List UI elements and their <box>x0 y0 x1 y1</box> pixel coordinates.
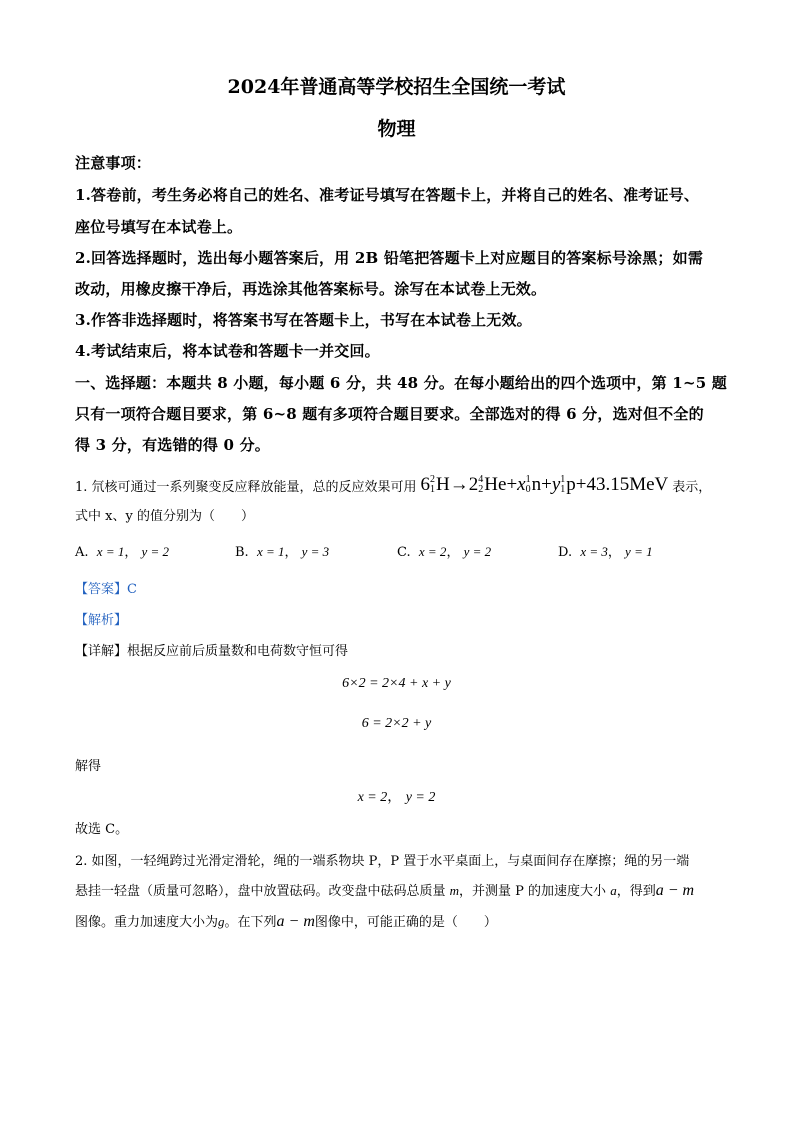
eq-he-coef: 2 <box>468 474 479 495</box>
eq-arrow: → <box>449 474 469 495</box>
eq-energy: +43.15MeV <box>575 474 669 495</box>
notice-item2-line1: 2.回答选择题时，选出每小题答案后，用 2B 铅笔把答题卡上对应题目的答案标号涂黑；如需 <box>75 249 704 267</box>
subject-title: 物理 <box>377 118 416 140</box>
notice-item4: 4.考试结束后，将本试卷和答题卡一并交回。 <box>75 342 380 360</box>
notice-item3: 3.作答非选择题时，将答案书写在答题卡上，书写在本试卷上无效。 <box>75 311 532 329</box>
q1-option-c: C. x = 2， y = 2 <box>397 544 492 560</box>
q1-detail: 【详解】根据反应前后质量数和电荷数守恒可得 <box>75 644 349 659</box>
q1-stem-suffix: 表示， <box>672 479 712 495</box>
q1-option-a: A. x = 1， y = 2 <box>75 544 170 560</box>
q1-stem-prefix: 1. 氘核可通过一系列聚变反应释放能量，总的反应效果可用 <box>75 479 417 495</box>
eq-n-indices: 1 0 <box>525 474 531 495</box>
q1-stem-line2: 式中 x、y 的值分别为（ ） <box>75 509 254 524</box>
exam-title: 2024年普通高等学校招生全国统一考试 <box>227 76 566 98</box>
q1-result: x = 2， y = 2 <box>357 789 436 805</box>
q2-line1: 2. 如图，一轻绳跨过光滑定滑轮，绳的一端系物块 P，P 置于水平桌面上，与桌面间存在摩擦；绳的另一端 <box>75 854 690 869</box>
q1-equation-2: 6 = 2×2 + y <box>361 716 432 731</box>
eq-h-indices: 2 1 <box>430 474 436 495</box>
section1-line2: 只有一项符合题目要求，第 6~8 题有多项符合题目要求。全部选对的得 6 分，选对但不全的 <box>75 405 704 423</box>
q1-conclusion: 故选 C。 <box>75 822 129 837</box>
eq-x: x <box>517 474 526 495</box>
notice-item2-line2: 改动，用橡皮擦干净后，再选涂其他答案标号。涂写在本试卷上无效。 <box>75 280 547 298</box>
eq-he-symbol: He <box>484 474 507 495</box>
eq-plus-1: + <box>506 474 518 495</box>
eq-p-symbol: p <box>566 474 576 495</box>
eq-coef: 6 <box>420 474 431 495</box>
section1-line1: 一、选择题：本题共 8 小题，每小题 6 分，共 48 分。在每小题给出的四个选项中，第 1~5 题 <box>75 374 727 392</box>
notice-item1-line1: 1.答卷前，考生务必将自己的姓名、准考证号填写在答题卡上，并将自己的姓名、准考证号、 <box>75 186 700 204</box>
eq-y: y <box>551 474 561 495</box>
q2-line3: 图像。重力加速度大小为g。在下列a − m图像中，可能正确的是（ ） <box>75 913 497 930</box>
q1-stem-line1 <box>75 474 711 496</box>
eq-h-symbol: H <box>436 474 450 495</box>
q1-solve-label: 解得 <box>75 759 102 774</box>
q1-option-d: D. x = 3， y = 1 <box>558 544 653 560</box>
q1-analysis-label: 【解析】 <box>75 613 128 628</box>
q1-option-b: B. x = 1， y = 3 <box>235 544 330 560</box>
eq-n-symbol: n <box>531 474 542 495</box>
eq-he-indices: 4 2 <box>478 474 484 495</box>
q1-equation-1: 6×2 = 2×4 + x + y <box>342 676 451 691</box>
q1-reaction-equation <box>421 474 669 496</box>
notice-item1-line2: 座位号填写在本试卷上。 <box>75 218 243 236</box>
eq-p-indices: 1 1 <box>560 474 566 495</box>
q1-answer: 【答案】C <box>75 582 137 597</box>
eq-plus-2: + <box>541 474 552 495</box>
section1-line3: 得 3 分，有选错的得 0 分。 <box>75 436 270 454</box>
q2-line2: 悬挂一轻盘（质量可忽略），盘中放置砝码。改变盘中砝码总质量 m，并测量 P 的加速度大小 a，得到a − m <box>75 882 695 899</box>
notice-heading: 注意事项： <box>75 154 152 172</box>
